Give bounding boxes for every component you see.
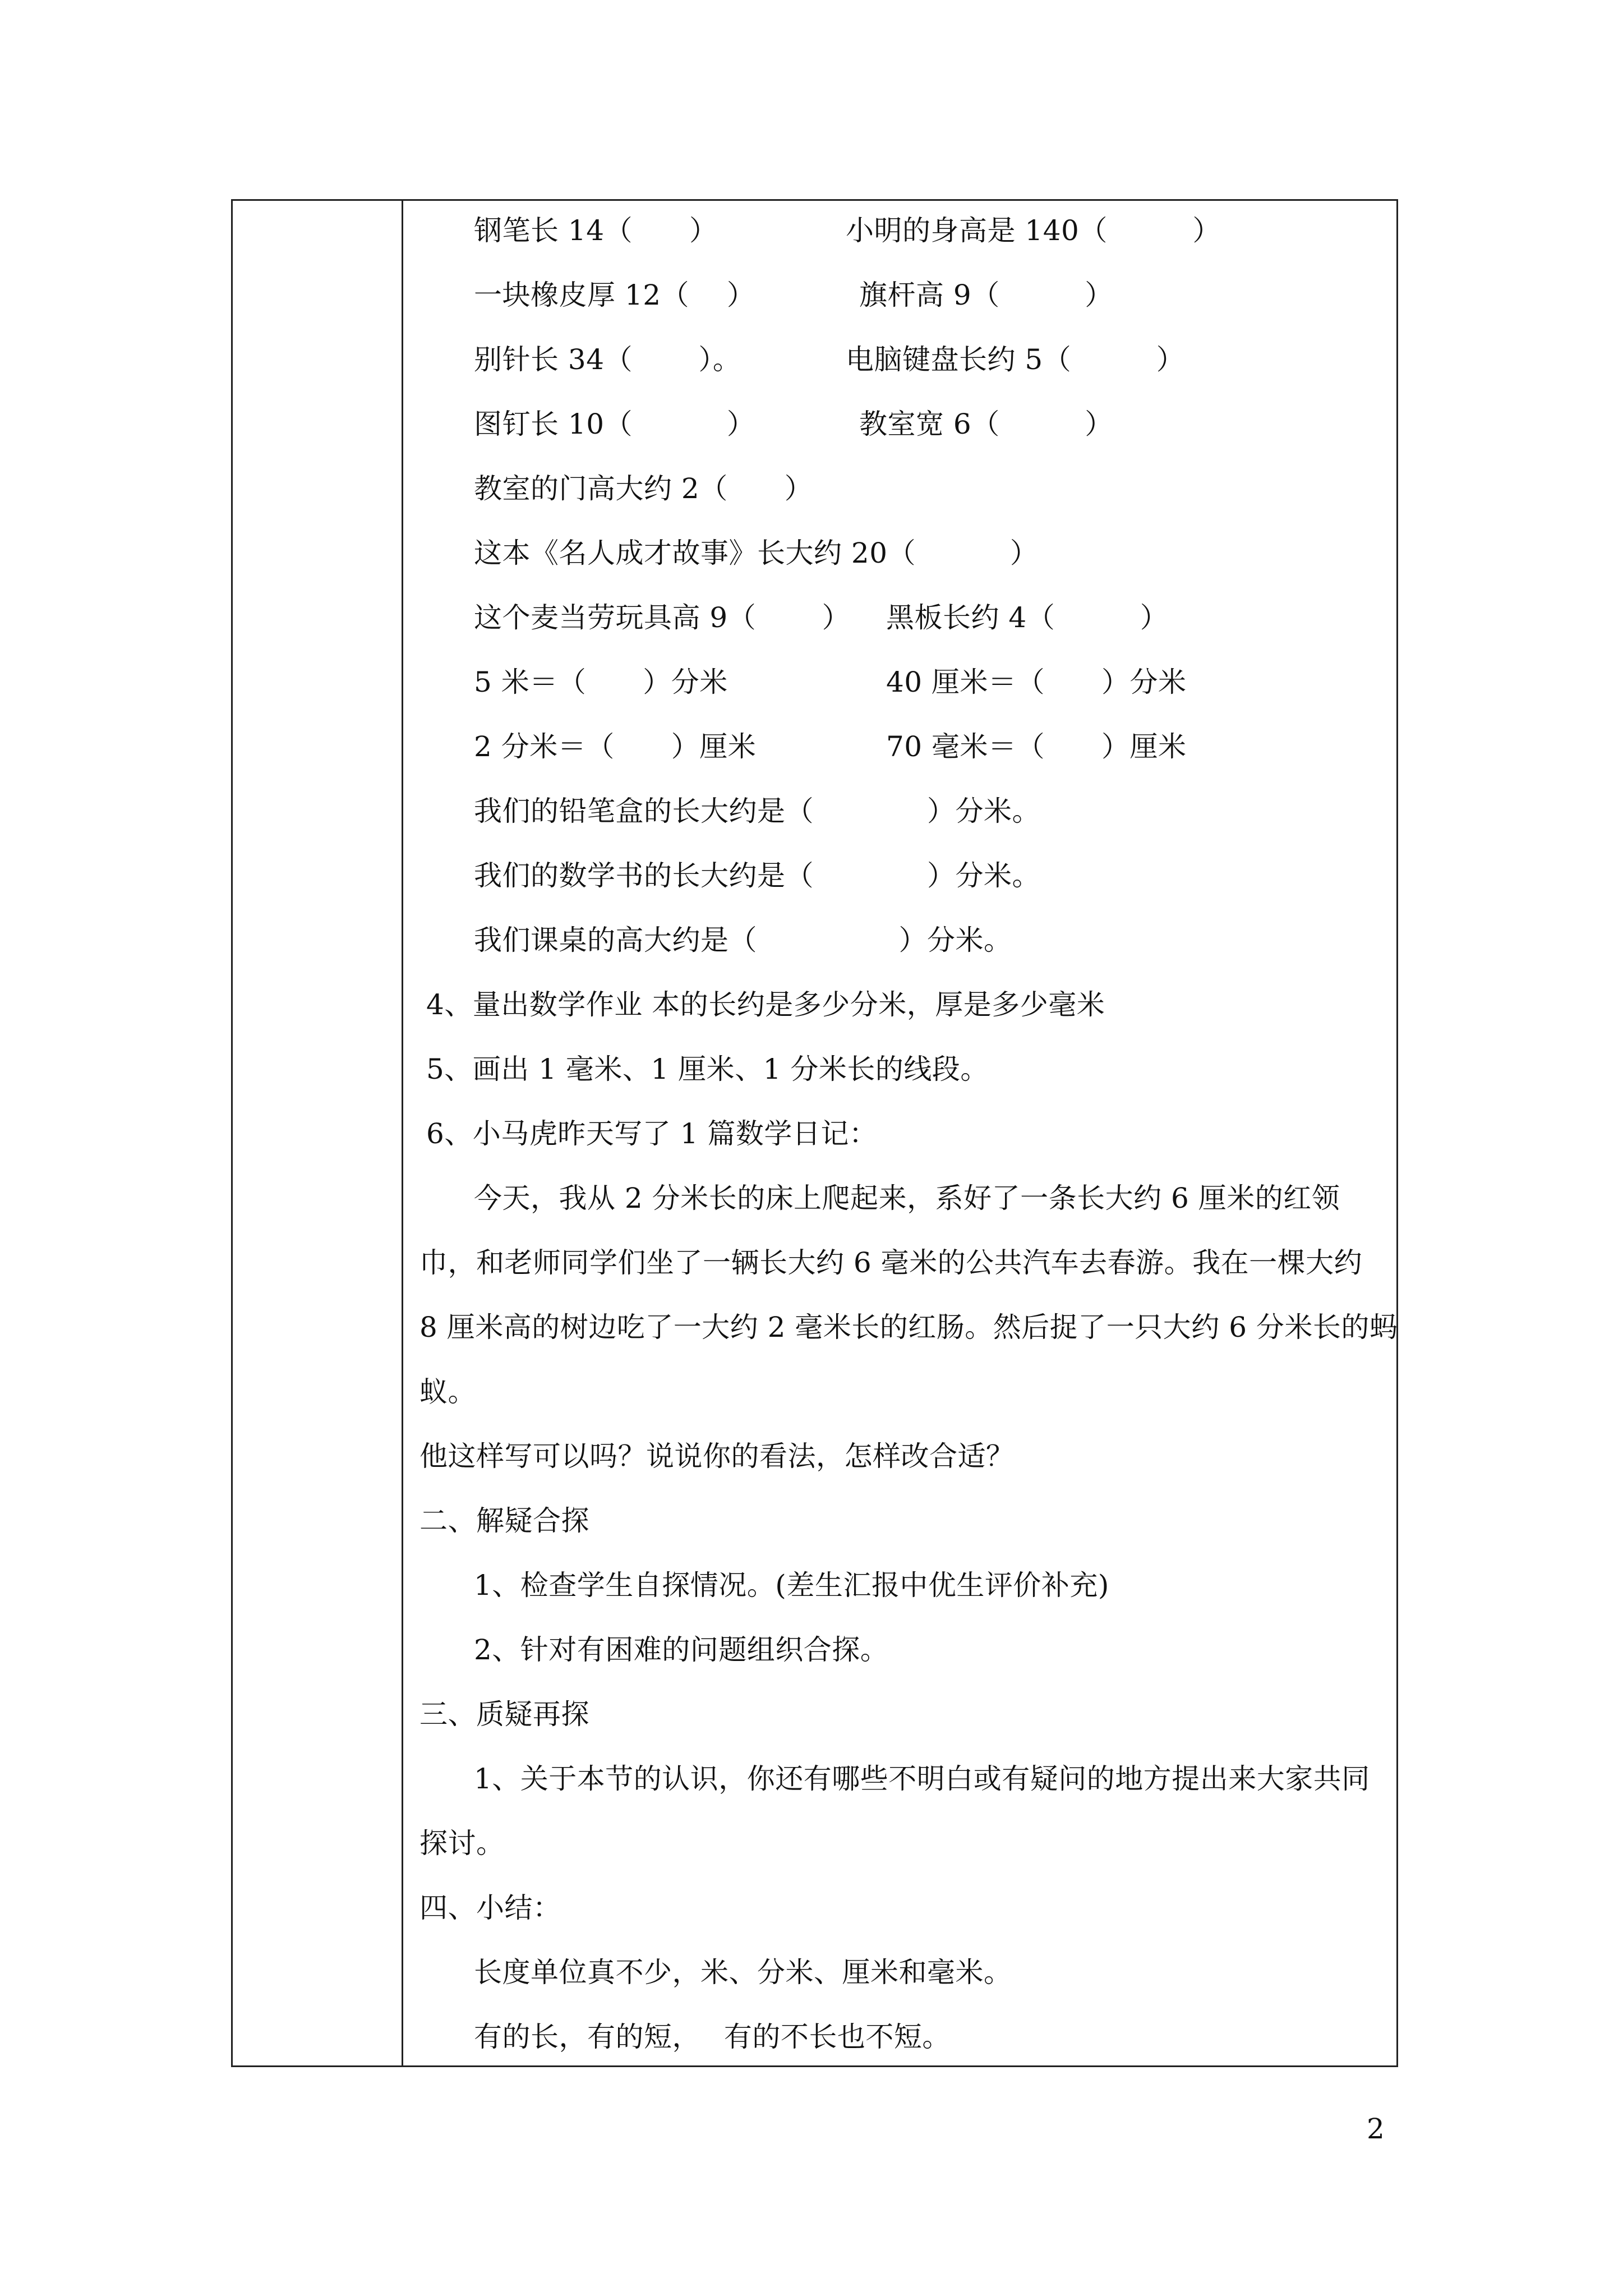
diary-line: 8 厘米高的树边吃了一大约 2 毫米长的红肠。然后捉了一只大约 6 分米长的蚂	[419, 1311, 1398, 1343]
exercise-pencil-box: 我们的铅笔盒的长大约是（ ）分米。	[474, 795, 1040, 827]
section-3-item-1: 1、关于本节的认识，你还有哪些不明白或有疑问的地方提出来大家共同	[474, 1763, 1370, 1795]
section-2-heading: 二、解疑合探	[419, 1504, 589, 1537]
exercise-toy-height: 这个麦当劳玩具高 9（ ）	[474, 601, 851, 634]
section-3-heading: 三、质疑再探	[419, 1698, 589, 1731]
column-divider	[402, 201, 403, 2065]
conversion-millimeter-centimeter: 70 毫米＝（ ）厘米	[886, 730, 1187, 763]
exercise-flagpole-height: 旗杆高 9（ ）	[859, 279, 1113, 311]
section-4-heading: 四、小结：	[419, 1892, 561, 1924]
section-2-item-1: 1、检查学生自探情况。(差生汇报中优生评价补充)	[474, 1569, 1109, 1602]
exercise-blackboard-length: 黑板长约 4（ ）	[886, 601, 1169, 634]
exercise-classroom-width: 教室宽 6（ ）	[859, 408, 1113, 440]
exercise-pin-length: 别针长 34（ ）。	[474, 343, 741, 376]
exercise-math-book: 我们的数学书的长大约是（ ）分米。	[474, 859, 1040, 892]
section-3-item-1-cont: 探讨。	[419, 1827, 505, 1860]
summary-line-2: 有的长，有的短， 有的不长也不短。	[474, 2021, 951, 2053]
conversion-decimeter-centimeter: 2 分米＝（ ）厘米	[474, 730, 757, 763]
diary-line: 蚁。	[419, 1375, 476, 1408]
exercise-keyboard-length: 电脑键盘长约 5（ ）	[846, 343, 1185, 376]
exercise-door-height: 教室的门高大约 2（ ）	[474, 472, 813, 505]
exercise-book-length: 这本《名人成才故事》长大约 20（ ）	[474, 537, 1039, 569]
conversion-centimeter-decimeter: 40 厘米＝（ ）分米	[886, 666, 1187, 698]
page-number: 2	[1367, 2113, 1385, 2145]
question-4: 4、量出数学作业 本的长约是多少分米，厚是多少毫米	[426, 988, 1105, 1021]
summary-line-1: 长度单位真不少，米、分米、厘米和毫米。	[474, 1956, 1012, 1989]
conversion-meter-decimeter: 5 米＝（ ）分米	[474, 666, 728, 698]
question-5: 5、画出 1 毫米、1 厘米、1 分米长的线段。	[426, 1053, 989, 1085]
diary-question: 他这样写可以吗？说说你的看法，怎样改合适？	[419, 1440, 1015, 1473]
exercise-pen-length: 钢笔长 14（ ）	[474, 214, 718, 247]
exercise-height-xiaoming: 小明的身高是 140（ ）	[846, 214, 1221, 247]
question-6-title: 6、小马虎昨天写了 1 篇数学日记：	[426, 1117, 878, 1150]
exercise-desk-height: 我们课桌的高大约是（ ）分米。	[474, 924, 1012, 956]
section-2-item-2: 2、针对有困难的问题组织合探。	[474, 1634, 889, 1666]
diary-line: 巾，和老师同学们坐了一辆长大约 6 毫米的公共汽车去春游。我在一棵大约	[419, 1246, 1363, 1279]
exercise-eraser-thickness: 一块橡皮厚 12（ ）	[474, 279, 755, 311]
diary-line: 今天，我从 2 分米长的床上爬起来，系好了一条长大约 6 厘米的红领	[474, 1182, 1340, 1214]
exercise-thumbtack-length: 图钉长 10（ ）	[474, 408, 755, 440]
